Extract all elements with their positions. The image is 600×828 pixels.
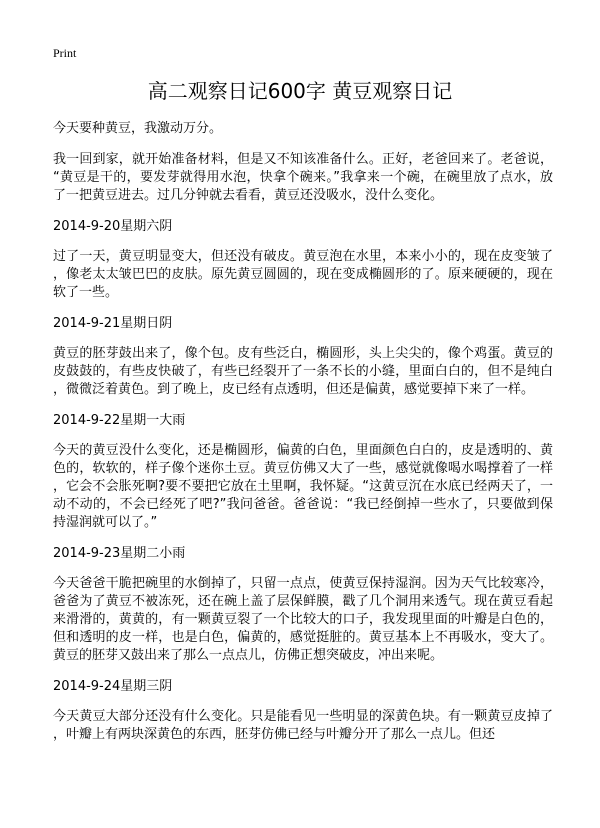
paragraph-preparation: 我一回到家，就开始准备材料，但是又不知该准备什么。正好，老爸回来了。老爸说，“黄豆是干的，要发芽就得用水泡，快拿个碗来。”我拿来一个碗，在碗里放了点水，放了一把黄豆进去。过几分钟就去看看，黄豆还没吸水，没什么变化。 xyxy=(53,152,553,203)
entry-text: 过了一天，黄豆明显变大，但还没有破皮。黄豆泡在水里，本来小小的，现在皮变皱了，像老太太皱巴巴的皮肤。原先黄豆圆圆的，现在变成椭圆形的了。原来硬硬的，现在软了一些。 xyxy=(53,249,553,300)
entry-text: 黄豆的胚芽鼓出来了，像个包。皮有些泛白，椭圆形，头上尖尖的，像个鸡蛋。黄豆的皮鼓鼓的，有些皮快破了，有些已经裂开了一条不长的小缝，里面白白的，但不是纯白，微微泛着黄色。到了晚上，皮已经有点透明，但还是偏黄，感觉要掉下来了一样。 xyxy=(53,346,553,397)
entry-text: 今天的黄豆没什么变化，还是椭圆形，偏黄的白色，里面颜色白白的，皮是透明的、黄色的，软软的，样子像个迷你土豆。黄豆仿佛又大了一些，感觉就像喝水喝撑着了一样，它会不会胀死啊?要不要把它放在土里啊，我怀疑。“这黄豆沉在水底已经两天了，一动不动的，不会已经死了吧?”我问爸爸。爸爸说：“我已经倒掉一些水了，只要做到保持湿润就可以了。” xyxy=(53,443,553,530)
article-body xyxy=(53,120,553,757)
print-link[interactable]: Print xyxy=(53,46,77,60)
paragraph-intro: 今天要种黄豆，我激动万分。 xyxy=(53,121,223,136)
entry-text: 今天爸爸干脆把碗里的水倒掉了，只留一点点，使黄豆保持湿润。因为天气比较寒冷，爸爸为了黄豆不被冻死，还在碗上盖了层保鲜膜，戳了几个洞用来透气。现在黄豆看起来滑滑的，黄黄的，有一颗黄豆裂了一个比较大的口子，我发现里面的叶瓣是白色的，但和透明的皮一样，也是白色，偏黄的，感觉挺脏的。黄豆基本上不再吸水，变大了。黄豆的胚芽又鼓出来了那么一点点儿，仿佛正想突破皮，冲出来呢。 xyxy=(53,576,553,663)
entry-text: 今天黄豆大部分还没有什么变化。只是能看见一些明显的深黄色块。有一颗黄豆皮掉了，叶瓣上有两块深黄色的东西，胚芽仿佛已经与叶瓣分开了那么一点儿。但还 xyxy=(53,709,553,742)
article-title: 高二观察日记600字 黄豆观察日记 xyxy=(147,79,453,103)
entry-date: 2014-9-22星期一大雨 xyxy=(53,413,186,428)
entry-date: 2014-9-20星期六阴 xyxy=(53,219,173,234)
entry-date: 2014-9-21星期日阴 xyxy=(53,316,173,331)
entry-date: 2014-9-23星期二小雨 xyxy=(53,546,186,561)
entry-date: 2014-9-24星期三阴 xyxy=(53,679,173,694)
